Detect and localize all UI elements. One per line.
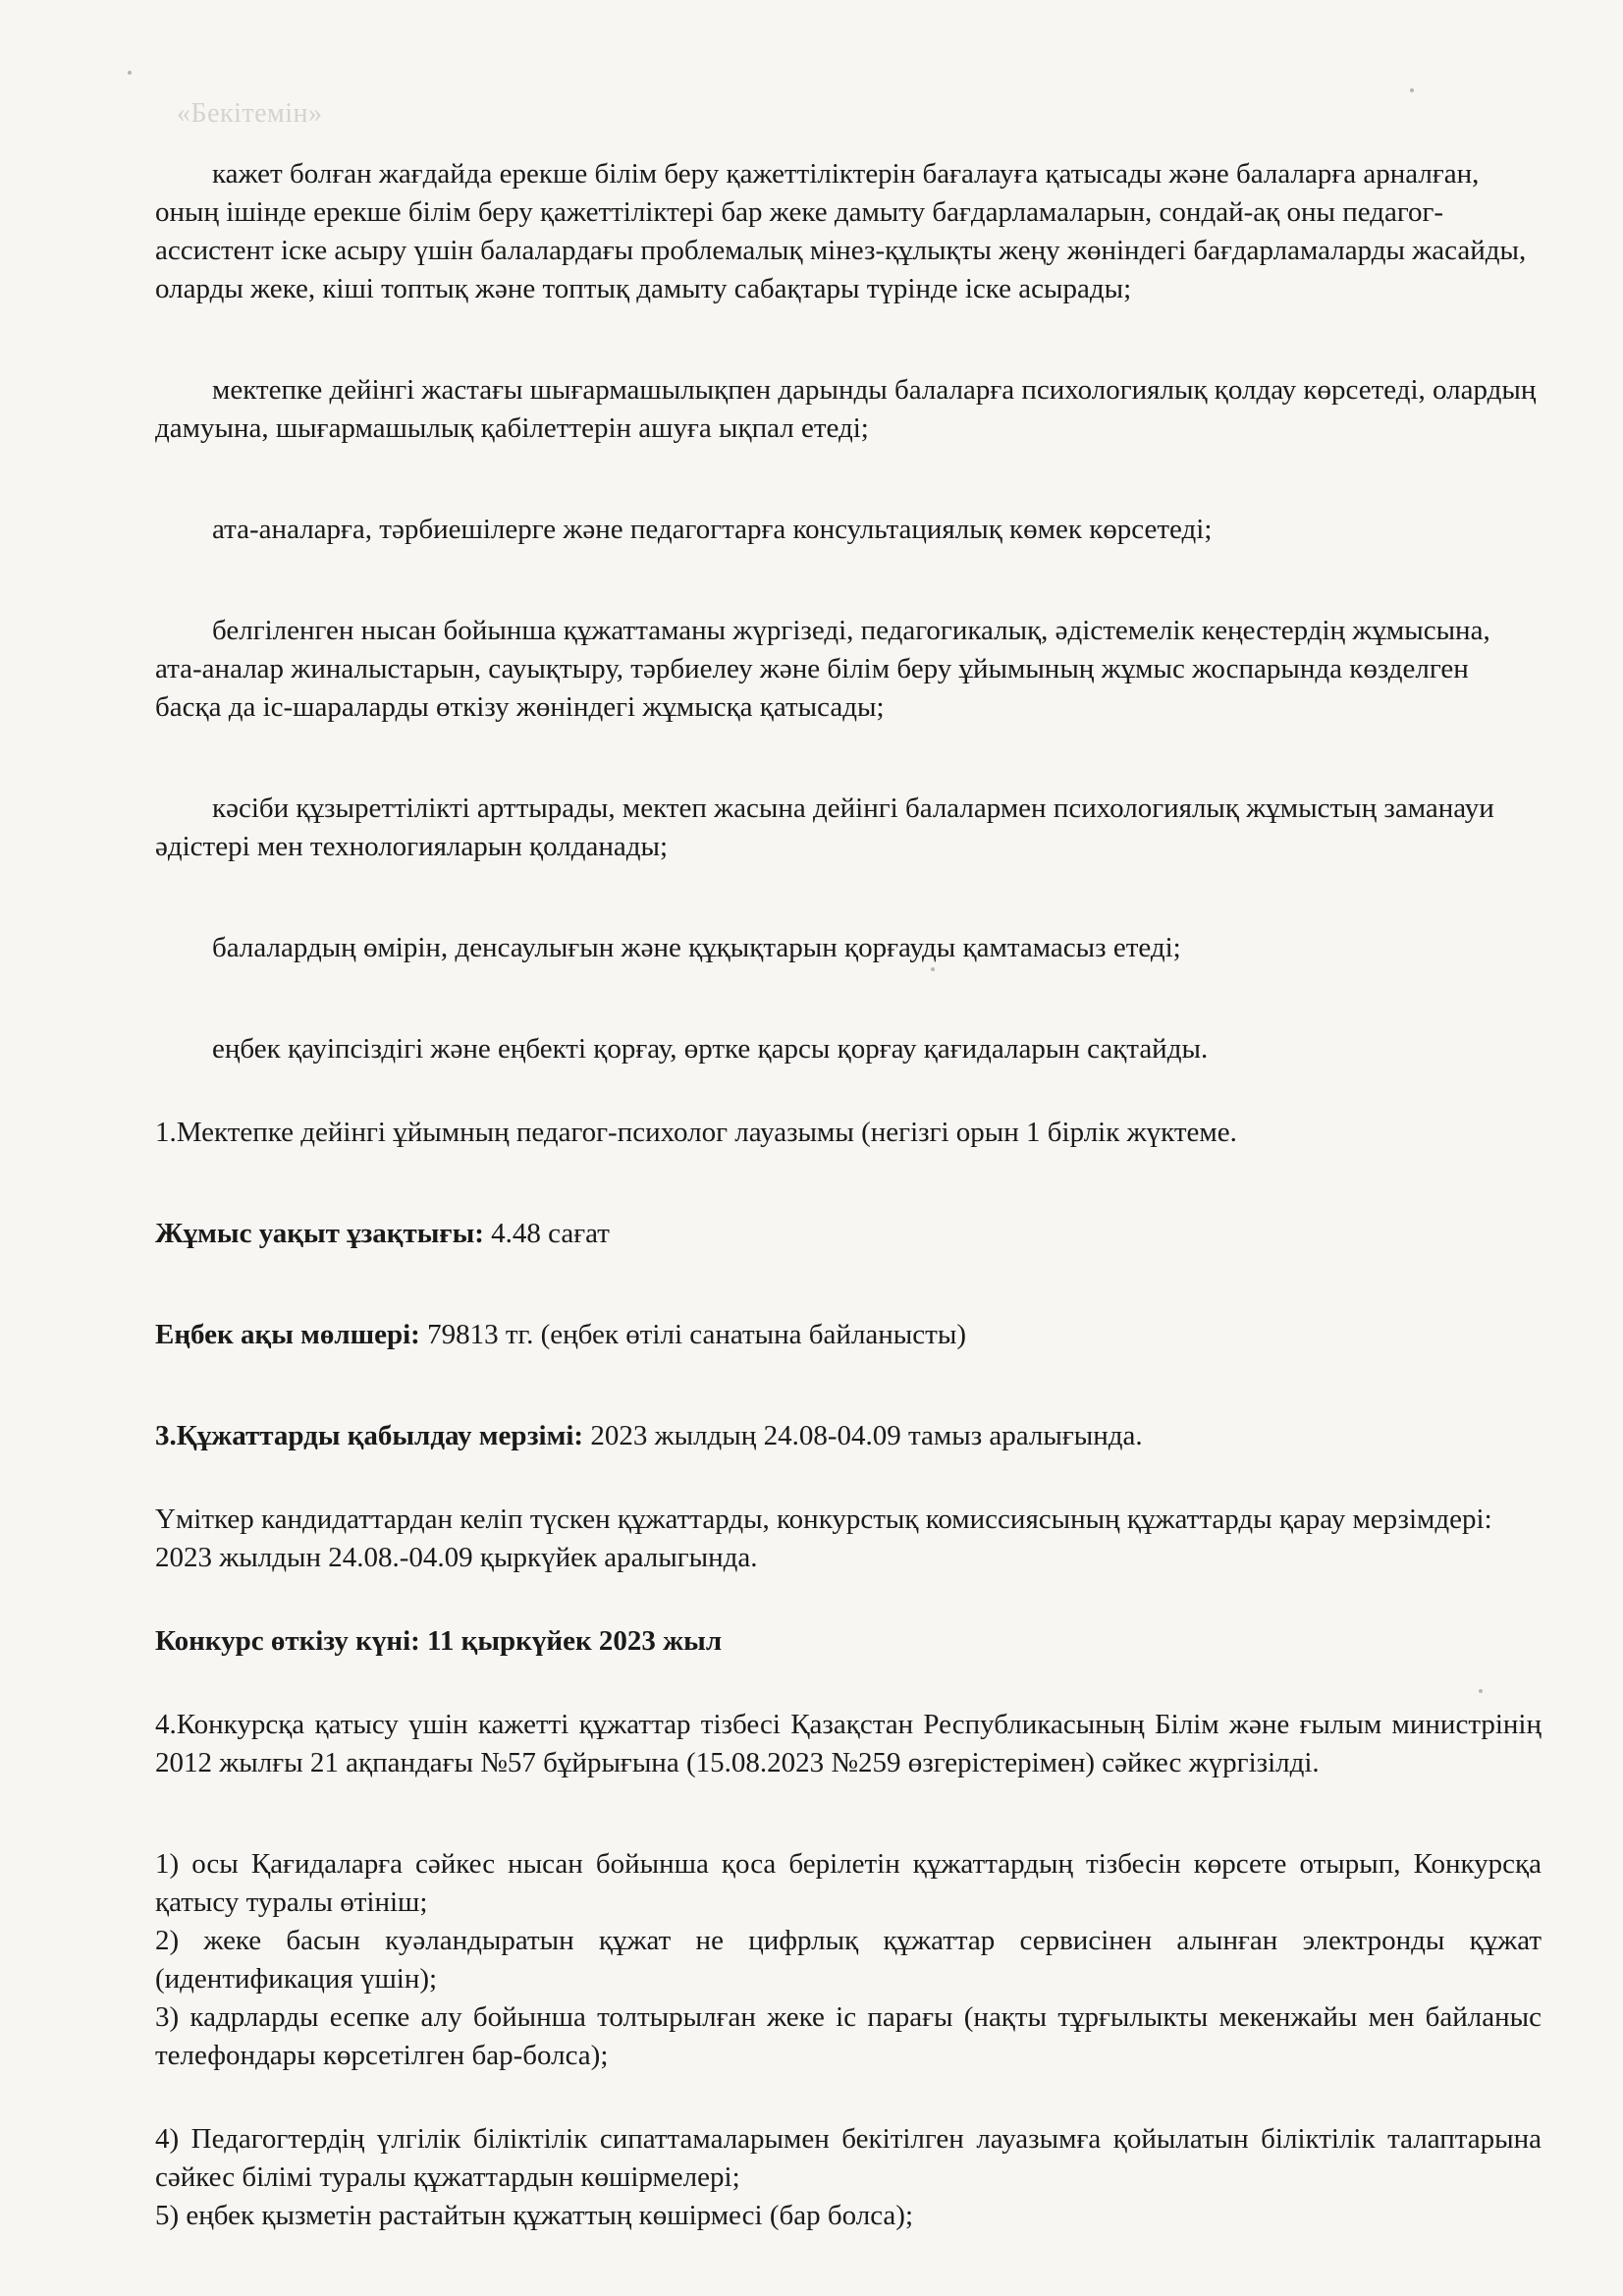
documents-list-item: 1) осы Қағидаларға сәйкес нысан бойынша қоса берілетін құжаттардың тізбесін көрсете отырып, Конкурсқа қатысу туралы өтініш;: [155, 1848, 1542, 1918]
duty-paragraph: балалардың өмірін, денсаулығын және құқықтарын қорғауды қамтамасыз етеді;: [212, 932, 1181, 963]
duty-paragraph: ата-аналарға, тәрбиешілерге және педагогтарға консультациялық көмек көрсетеді;: [212, 514, 1213, 545]
documents-intro: 4.Конкурсқа қатысу үшін кажетті құжаттар тізбесі Қазақстан Республикасының Білім және ғылым министрінің 2012 жылғы 21 ақпандағы №57 бұйрығына (15.08.2023 №259 өзгерістерімен) сәйкес жүргізілді.: [155, 1709, 1542, 1778]
contest-date: [155, 1622, 1542, 1661]
salary-value: 79813 тг. (еңбек өтілі санатына байланысты): [419, 1319, 966, 1350]
work-time: [155, 1215, 1542, 1253]
contest-date-value: 11 қыркүйек 2023 жыл: [419, 1625, 723, 1657]
documents-list-item: 4) Педагогтердің үлгілік біліктілік сипаттамаларымен бекітілген лауазымға қойылатын біліктілік талаптарына сәйкес білімі туралы құжаттардын көшірмелері;: [155, 2123, 1542, 2193]
docs-deadline: [155, 1417, 1542, 1455]
documents-list-item: 3) кадрларды есепке алу бойынша толтырылған жеке іс парағы (нақты тұрғылыкты мекенжайы мен байланыс телефондары көрсетілген бар-болса);: [155, 2001, 1542, 2071]
documents-list-item: 2) жеке басын куәландыратын құжат не цифрлық құжаттар сервисінен алынған электронды құжат (идентификация үшін);: [155, 1925, 1542, 1995]
salary: [155, 1316, 1542, 1354]
position-title: 1.Мектепке дейінгі ұйымның педагог-психолог лауазымы (негізгі орын 1 бірлік жүктеме.: [155, 1117, 1237, 1148]
work-time-value: 4.48 сағат: [483, 1218, 610, 1249]
scan-speck: [1410, 88, 1414, 92]
document-body: [155, 155, 1542, 2235]
docs-deadline-label: 3.Құжаттарды қабылдау мерзімі:: [155, 1420, 584, 1451]
duty-paragraph: мектепке дейінгі жастағы шығармашылықпен дарынды балаларға психологиялық қолдау көрсетеді, олардың дамуына, шығармашылық қабілеттерін ашуға ықпал етеді;: [155, 374, 1537, 444]
salary-label: Еңбек ақы мөлшері:: [155, 1319, 420, 1350]
duty-paragraph: еңбек қауіпсіздігі және еңбекті қорғау, өртке қарсы қорғау қағидаларын сақтайды.: [212, 1033, 1209, 1065]
scan-speck: [128, 71, 132, 75]
review-period: Үміткер кандидаттардан келіп түскен құжаттарды, конкурстық комиссиясының құжаттарды қарау мерзімдері: 2023 жылдын 24.08.-04.09 қыркүйек аралыгында.: [155, 1503, 1492, 1573]
contest-date-label: Конкурс өткізу күні:: [155, 1625, 420, 1657]
duty-paragraph: белгіленген нысан бойынша құжаттаманы жүргізеді, педагогикалық, әдістемелік кеңестердің жұмысына, ата-аналар жиналыстарын, сауықтыру, тәрбиелеу және білім беру ұйымының жұмыс жоспарында көзделген басқа да іс-шараларды өткізу жөніндегі жұмысқа қатысады;: [155, 615, 1490, 723]
bleed-through-header: «Бекітемін»: [177, 98, 323, 129]
docs-deadline-value: 2023 жылдың 24.08-04.09 тамыз аралығында.: [583, 1420, 1143, 1451]
duty-paragraph: кажет болған жағдайда ерекше білім беру қажеттіліктерін бағалауға қатысады және балаларға арналған, оның ішінде ерекше білім беру қажеттіліктері бар жеке дамыту бағдарламаларын, сондай-ақ оны педагог-ассистент іске асыру үшін балалардағы проблемалық мінез-құлықты жеңу жөніндегі бағдарламаларды жасайды, оларды жеке, кіші топтық және топтық дамыту сабақтары түрінде іске асырады;: [155, 158, 1527, 304]
duty-paragraph: кәсіби құзыреттілікті арттырады, мектеп жасына дейінгі балалармен психологиялық жұмыстың заманауи әдістері мен технологияларын қолданады;: [155, 793, 1494, 862]
work-time-label: Жұмыс уақыт ұзақтығы:: [155, 1218, 484, 1249]
documents-list-item: 5) еңбек қызметін растайтын құжаттың көшірмесі (бар болса);: [155, 2200, 914, 2231]
